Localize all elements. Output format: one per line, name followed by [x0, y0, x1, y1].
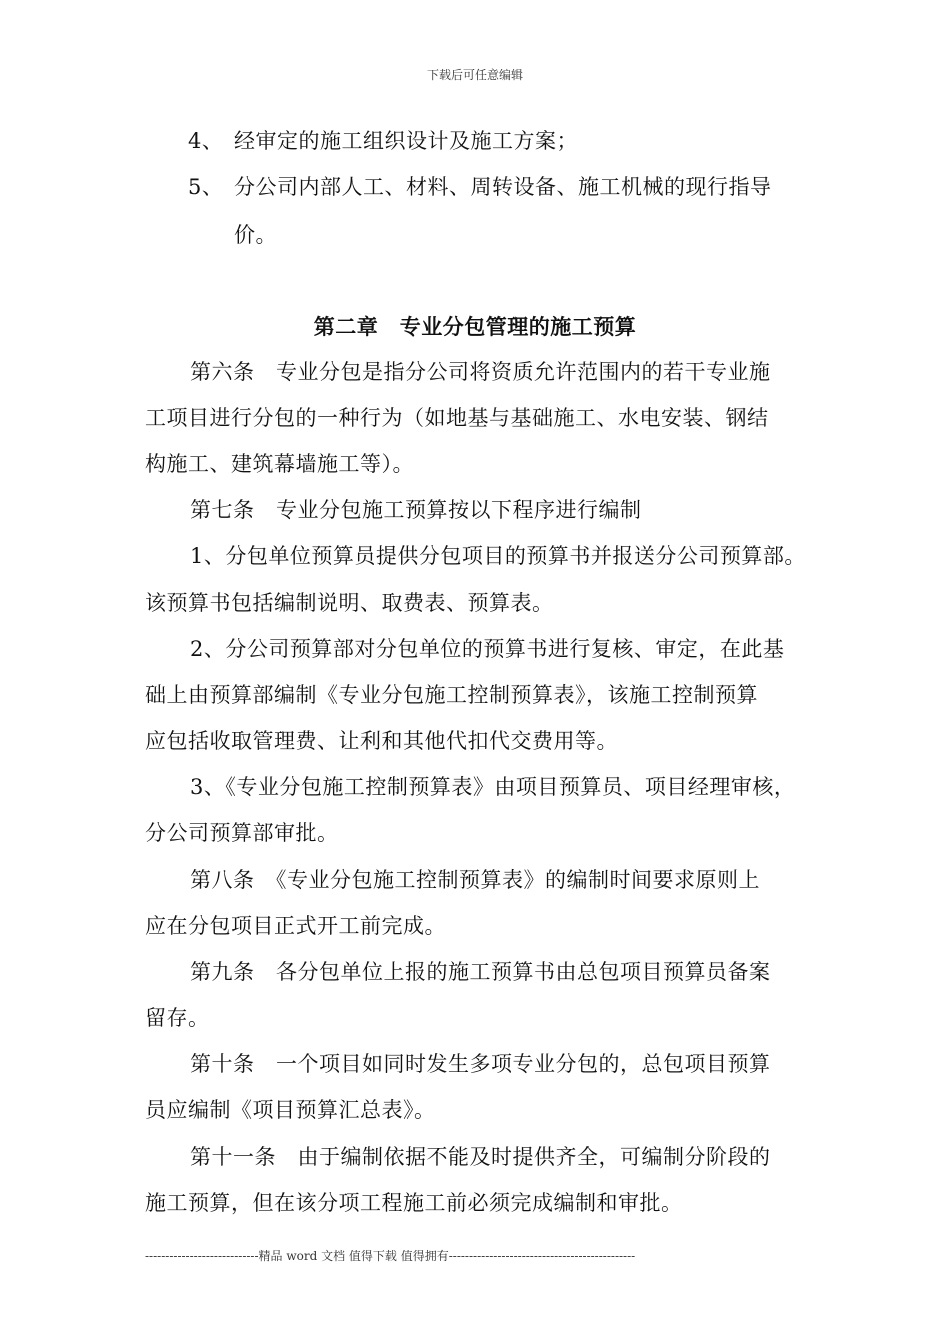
list-item-5	[188, 172, 772, 202]
text-line: 3、《专业分包施工控制预算表》由项目预算员、项目经理审核，	[190, 775, 796, 799]
text-line: 础上由预算部编制《专业分包施工控制预算表》，该施工控制预算	[145, 683, 758, 707]
page-header: 下载后可任意编辑	[426, 68, 523, 82]
text-line: 第十条 一个项目如同时发生多项专业分包的，总包项目预算	[190, 1052, 771, 1076]
text-line: 第八条 《专业分包施工控制预算表》的编制时间要求原则上	[190, 868, 760, 892]
text-line: 第九条 各分包单位上报的施工预算书由总包项目预算员备案	[190, 960, 771, 984]
list-text: 经审定的施工组织设计及施工方案；	[234, 129, 578, 153]
list-item-4	[188, 126, 578, 156]
text-line: 留存。	[145, 1006, 210, 1030]
text-line: 应包括收取管理费、让利和其他代扣代交费用等。	[145, 729, 618, 753]
text-line: 施工预算，但在该分项工程施工前必须完成编制和审批。	[145, 1191, 683, 1215]
text-line: 员应编制《项目预算汇总表》。	[145, 1098, 436, 1122]
list-number: 5、	[188, 175, 224, 199]
text-line: 应在分包项目正式开工前完成。	[145, 914, 446, 938]
list-item-5-continuation: 价。	[234, 223, 277, 247]
text-line: 1、分包单位预算员提供分包项目的预算书并报送分公司预算部。	[190, 544, 806, 568]
text-line: 分公司预算部审批。	[145, 821, 339, 845]
text-line: 第十一条 由于编制依据不能及时提供齐全，可编制分阶段的	[190, 1145, 771, 1169]
page-footer: ----------------------------精品 word 文档 值得下载 值得拥有----------------------------------------------	[145, 1249, 636, 1263]
chapter-title: 第二章 专业分包管理的施工预算	[313, 314, 637, 339]
text-line: 第六条 专业分包是指分公司将资质允许范围内的若干专业施	[190, 360, 771, 384]
text-line: 第七条 专业分包施工预算按以下程序进行编制	[190, 498, 642, 522]
list-number: 4、	[188, 129, 224, 153]
list-text: 分公司内部人工、材料、周转设备、施工机械的现行指导	[234, 175, 772, 199]
text-line: 工项目进行分包的一种行为（如地基与基础施工、水电安装、钢结	[145, 406, 769, 430]
text-line: 2、分公司预算部对分包单位的预算书进行复核、审定，在此基	[190, 637, 785, 661]
text-line: 构施工、建筑幕墙施工等）。	[145, 452, 414, 476]
text-line: 该预算书包括编制说明、取费表、预算表。	[145, 591, 554, 615]
